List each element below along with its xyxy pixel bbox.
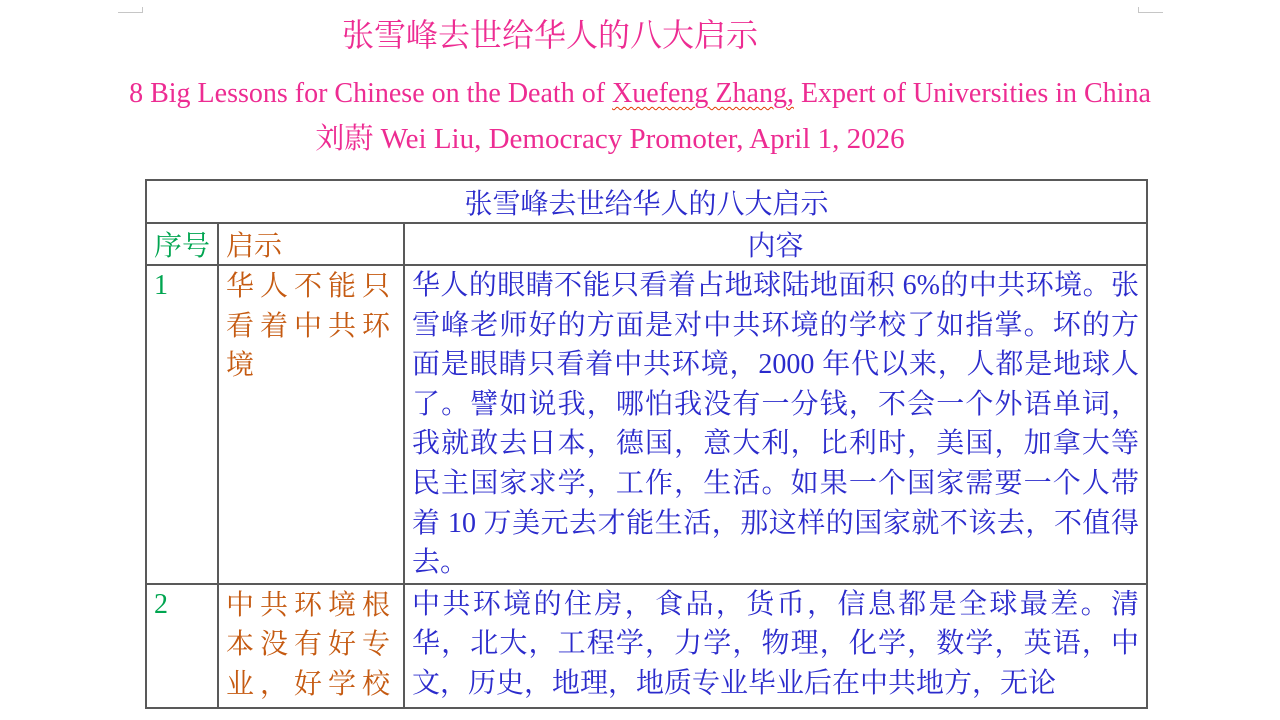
subtitle-text-after: Expert of Universities in China — [793, 78, 1151, 109]
table-header-row — [146, 223, 1147, 265]
table-row-2 — [146, 584, 1147, 708]
doc-byline: 刘蔚 Wei Liu, Democracy Promoter, April 1, 2026 — [315, 123, 905, 155]
table-caption: 张雪峰去世给华人的八大启示 — [146, 180, 1147, 223]
doc-title: 张雪峰去世给华人的八大启示 — [341, 17, 758, 53]
row-2-lesson: 中共环境根本没有好专业，好学校 — [218, 584, 404, 708]
row-2-index: 2 — [146, 584, 218, 708]
page-corner-mark-left — [118, 7, 143, 13]
table-caption-row — [146, 180, 1147, 223]
lessons-table — [145, 179, 1148, 709]
column-header-content: 内容 — [404, 223, 1147, 265]
subtitle-text-before: 8 Big Lessons for Chinese on the Death of — [129, 78, 613, 109]
doc-subtitle — [0, 77, 1280, 111]
row-1-content: 华人的眼睛不能只看着占地球陆地面积 6%的中共环境。张雪峰老师好的方面是对中共环境的学校了如指掌。坏的方面是眼睛只看着中共环境，2000 年代以来，人都是地球人了。譬如说我，哪怕我没有一分钱，不会一个外语单词，我就敢去日本，德国，意大利，比利时，美国，加拿大等民主国家求学，工作，生活。如果一个国家需要一个人带着 10 万美元去才能生活，那这样的国家就不该去，不值得去。 — [404, 265, 1147, 584]
table-row-1 — [146, 265, 1147, 584]
page-corner-mark-right — [1138, 7, 1163, 13]
row-2-content: 中共环境的住房，食品，货币，信息都是全球最差。清华，北大，工程学，力学，物理，化学，数学，英语，中文，历史，地理，地质专业毕业后在中共地方，无论 — [404, 584, 1147, 708]
subtitle-misspelled-word: Xuefeng Zhang, — [612, 78, 794, 109]
row-1-index: 1 — [146, 265, 218, 584]
column-header-index: 序号 — [146, 223, 218, 265]
column-header-lesson: 启示 — [218, 223, 404, 265]
row-1-lesson: 华人不能只看着中共环境 — [218, 265, 404, 584]
